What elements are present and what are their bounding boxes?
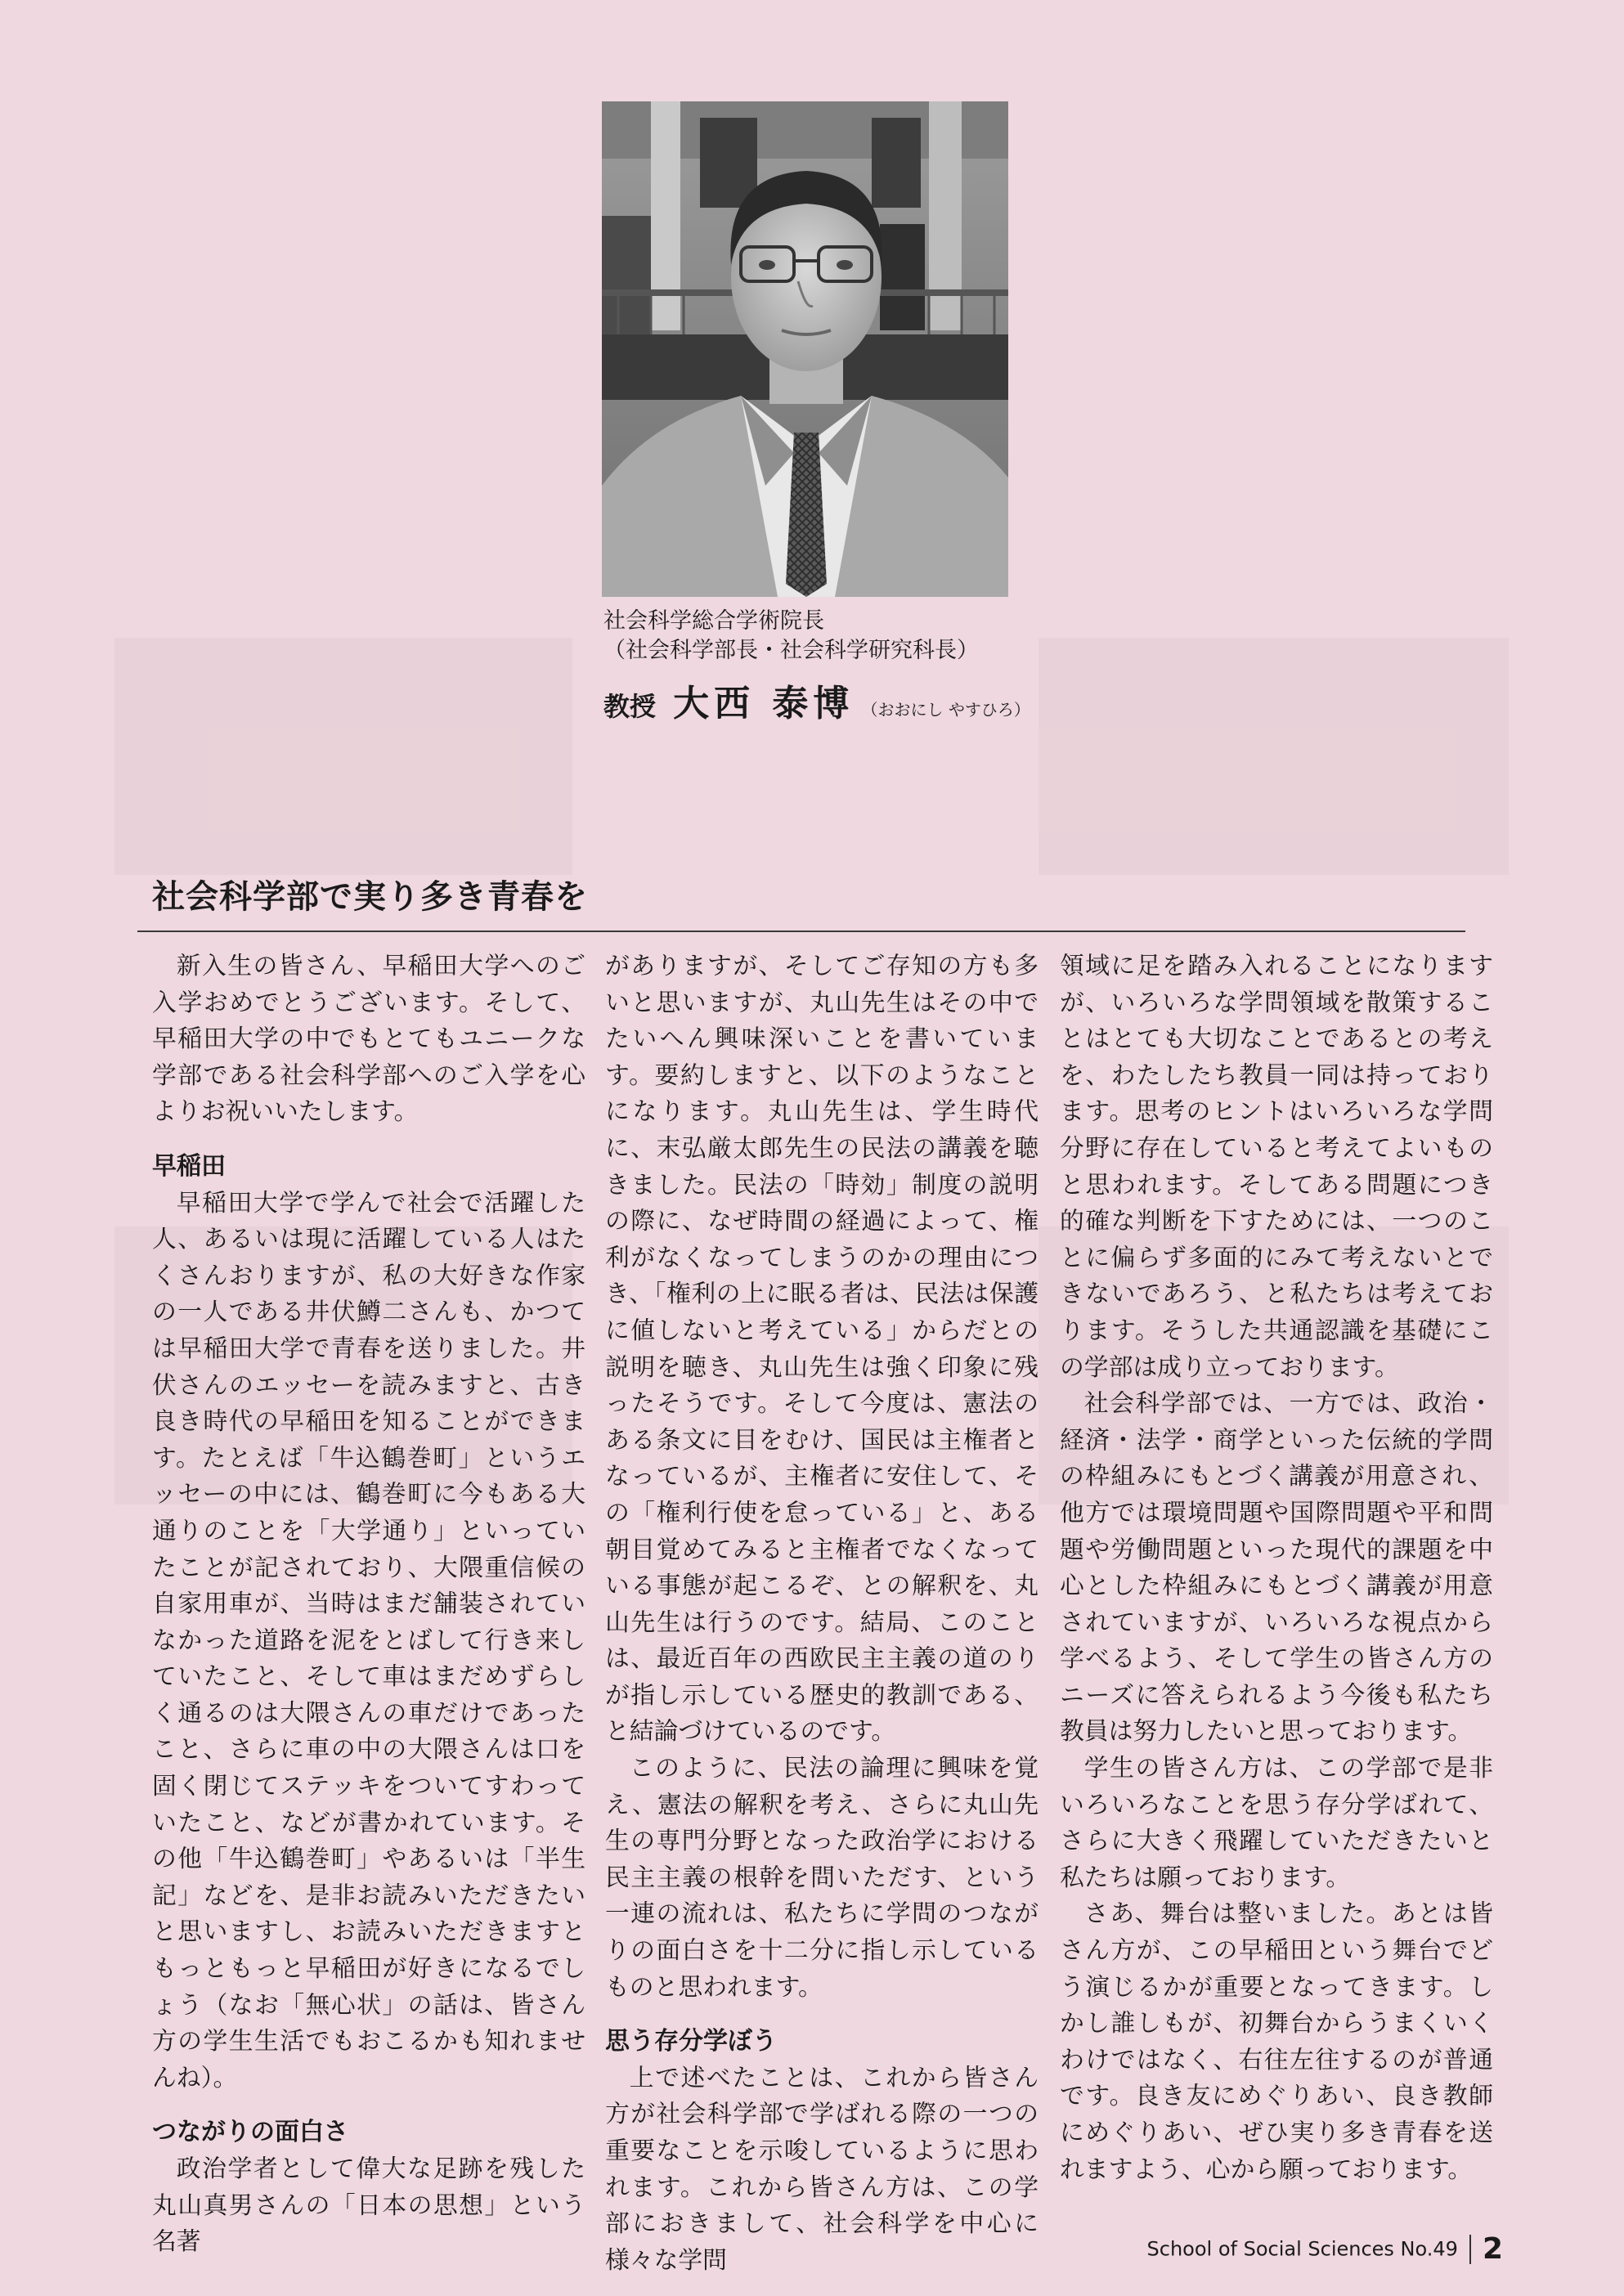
- paragraph: さあ、舞台は整いました。あとは皆さん方が、この早稲田という舞台でどう演じるかが重要となってきます。しかし誰しもが、初舞台からうまくいくわけではなく、右往左往するのが普通です。良き友にめぐりあい、良き教師にめぐりあい、ぜひ実り多き青春を送れますよう、心から願っております。: [1060, 1899, 1493, 2184]
- portrait-caption: [603, 607, 1176, 726]
- caption-title: 社会科学総合学術院長: [603, 608, 824, 634]
- paragraph: がありますが、そしてご存知の方も多いと思いますが、丸山先生はその中でたいへん興味深いことを書いています。要約しますと、以下のようなことになります。丸山先生は、学生時代に、末弘厳太郎先生の民法の講義を聴きました。民法の「時効」制度の説明の際に、なぜ時間の経過によって、権利がなくなってしまうのかの理由につき、「権利の上に眠る者は、民法は保護に値しないと考えている」からだとの説明を聴き、丸山先生は強く印象に残ったそうです。そして今度は、憲法のある条文に目をむけ、国民は主権者となっているが、主権者に安住して、その「権利行使を怠っている」と、ある朝目覚めてみると主権者でなくなっている事態が起こるぞ、との解釈を、丸山先生は行うのです。結局、このことは、最近百年の西欧民主主義の道のりが指し示している歴史的教訓である、と結論づけているのです。: [605, 952, 1039, 1747]
- author-name-reading: （おおにし やすひろ）: [861, 700, 1030, 720]
- section-heading: 思う存分学ぼう: [605, 2027, 777, 2056]
- paragraph: 領域に足を踏み入れることになりますが、いろいろな学問領域を散策することはとても大切なことであるとの考えを、わたしたち教員一同は持っております。思考のヒントはいろいろな学問分野に存在していると考えてよいものと思われます。そしてある問題につき的確な判断を下すためには、一つのことに偏らず多面的にみて考えないとできないであろう、と私たちは考えております。そうした共通認識を基礎にこの学部は成り立っております。: [1060, 952, 1493, 1382]
- background-print-through: [114, 638, 572, 875]
- caption-subtitle: （社会科学部長・社会科学研究科長）: [603, 638, 979, 663]
- article-headline: 社会科学部で実り多き青春を: [152, 877, 588, 916]
- section-heading: 早稲田: [152, 1151, 226, 1181]
- author-name: 大西 泰博: [673, 683, 855, 724]
- publication-name: School of Social Sciences No.49: [1146, 2237, 1458, 2261]
- paragraph: このように、民法の論理に興味を覚え、憲法の解釈を考え、さらに丸山先生の専門分野となった政治学における民主主義の根幹を問いただす、という一連の流れは、私たちに学問のつながりの面白さを十二分に指し示しているものと思われます。: [605, 1754, 1039, 2002]
- paragraph: 早稲田大学で学んで社会で活躍した人、あるいは現に活躍している人はたくさんおりますが、私の大好きな作家の一人である井伏鱒二さんも、かつては早稲田大学で青春を送りました。井伏さんのエッセーを読みますと、古き良き時代の早稲田を知ることができます。たとえば「牛込鶴巻町」というエッセーの中には、鶴巻町に今もある大通りのことを「大学通り」といっていたことが記されており、大隈重信候の自家用車が、当時はまだ舗装されていなかった道路を泥をとばして行き来していたこと、そして車はまだめずらしく通るのは大隈さんの車だけであったこと、さらに車の中の大隈さんは口を固く閉じてステッキをついてすわっていたこと、などが書かれています。その他「牛込鶴巻町」やあるいは「半生記」などを、是非お読みいただきたいと思いますし、お読みいただきますともっともっと早稲田が好きになるでしょう（なお「無心状」の話は、皆さん方の学生生活でもおこるかも知れませんね）。: [152, 1188, 585, 2092]
- footer-divider: [1469, 2235, 1471, 2264]
- portrait-illustration: [602, 101, 1008, 597]
- author-role: 教授: [603, 691, 657, 722]
- headline-rule: [137, 931, 1465, 932]
- paragraph: 社会科学部では、一方では、政治・経済・法学・商学といった伝統的学問の枠組みにもとづく講義が用意され、他方では環境問題や国際問題や平和問題や労働問題といった現代的課題を中心とした枠組みにもとづく講義が用意されていますが、いろいろな視点から学べるよう、そして学生の皆さん方のニーズに答えられるよう今後も私たち教員は努力したいと思っております。: [1060, 1389, 1493, 1747]
- article-column-3: [1060, 948, 1493, 2188]
- author-name-row: [603, 674, 1176, 726]
- article-column-2: [605, 948, 1039, 2279]
- paragraph: 政治学者として偉大な足跡を残した丸山真男さんの「日本の思想」という名著: [152, 2155, 585, 2257]
- page-number: 2: [1482, 2232, 1503, 2266]
- portrait-photo: [602, 101, 1008, 597]
- paragraph: 上で述べたことは、これから皆さん方が社会科学部で学ばれる際の一つの重要なことを示唆しているように思われます。これから皆さん方は、この学部におきまして、社会科学を中心に様々な学問: [605, 2063, 1039, 2275]
- paragraph: 新入生の皆さん、早稲田大学へのご入学おめでとうございます。そして、早稲田大学の中でもとてもユニークな学部である社会科学部へのご入学を心よりお祝いいたします。: [152, 952, 585, 1127]
- article-column-1: [152, 948, 585, 2261]
- paragraph: 学生の皆さん方は、この学部で是非いろいろなことを思う存分学ばれて、さらに大きく飛躍していただきたいと私たちは願っております。: [1060, 1754, 1493, 1892]
- page-footer: [1147, 2232, 1503, 2266]
- section-heading: つながりの面白さ: [152, 2118, 348, 2147]
